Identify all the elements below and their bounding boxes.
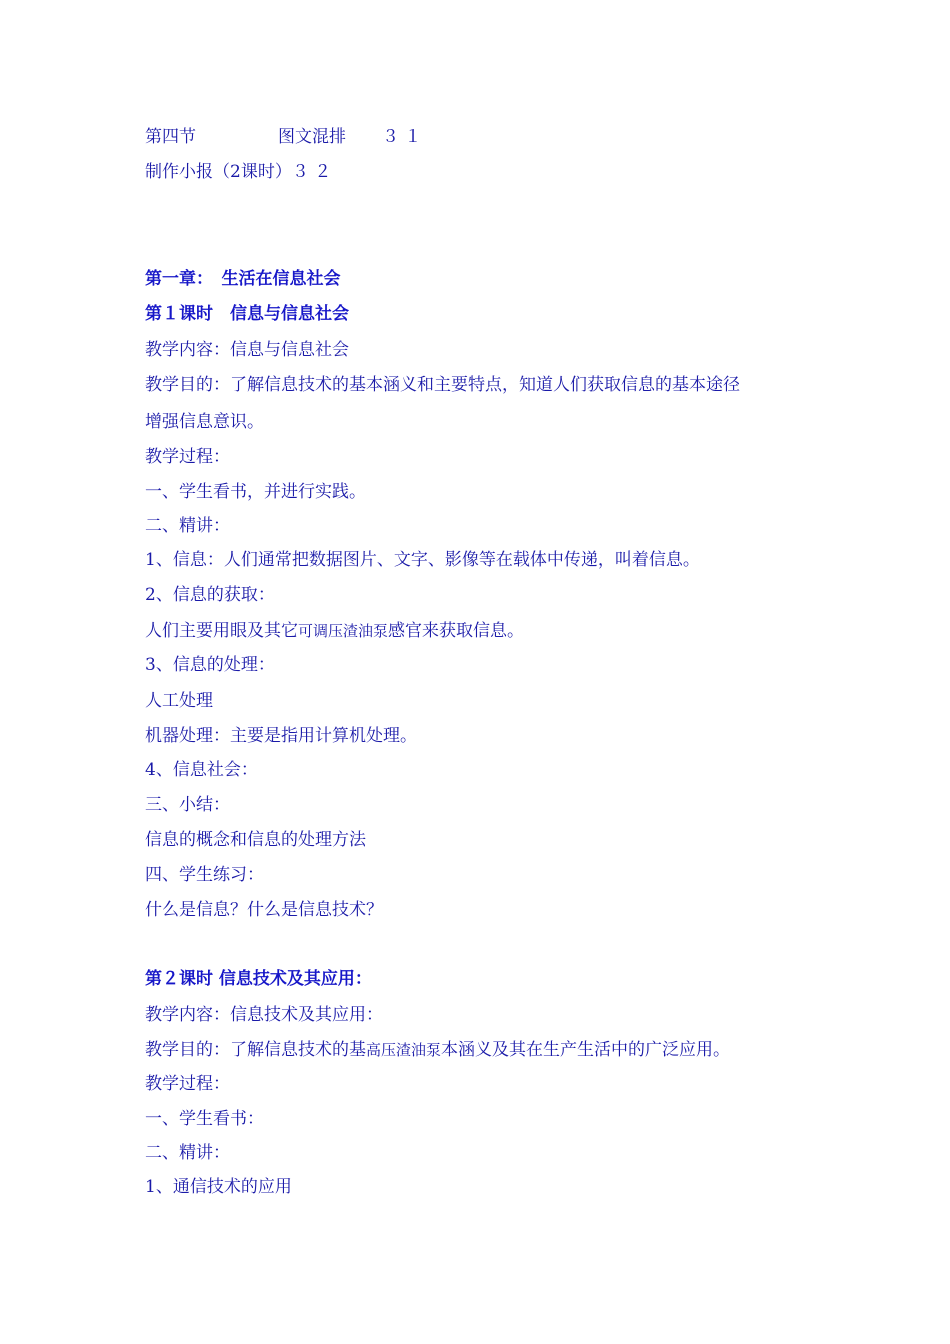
lesson-1-line: 4、信息社会：	[145, 760, 258, 780]
chapter-heading: 第一章： 生活在信息社会	[145, 269, 341, 289]
toc-section: 第四节	[145, 127, 196, 147]
toc-row-1	[145, 126, 422, 148]
line-text: 本涵义及其在生产生活中的广泛应用。	[441, 1040, 731, 1060]
lesson-1-heading: 第１课时 信息与信息社会	[145, 304, 349, 324]
lesson-2-line: 一、学生看书：	[145, 1109, 264, 1129]
lesson-1-line: 教学内容：信息与信息社会	[145, 340, 349, 360]
toc-title: 图文混排	[278, 127, 346, 147]
lesson-2-line: 1、通信技术的应用	[145, 1177, 292, 1197]
lesson-2-heading: 第２课时 信息技术及其应用：	[145, 969, 372, 989]
lesson-1-line: 二、精讲：	[145, 516, 230, 536]
lesson-2-line: 二、精讲：	[145, 1143, 230, 1163]
lesson-1-line: 什么是信息？什么是信息技术？	[145, 900, 383, 920]
lesson-1-line: 3、信息的处理：	[145, 655, 275, 675]
inserted-text: 可调压渣油泵	[298, 622, 389, 640]
lesson-2-line: 教学过程：	[145, 1074, 230, 1094]
lesson-1-line: 一、学生看书，并进行实践。	[145, 482, 366, 502]
lesson-2-line: 教学内容：信息技术及其应用：	[145, 1005, 383, 1025]
lesson-1-line: 增强信息意识。	[145, 412, 264, 432]
lesson-1-line: 教学目的：了解信息技术的基本涵义和主要特点，知道人们获取信息的基本途径	[145, 375, 740, 395]
lesson-1-line: 2、信息的获取：	[145, 585, 275, 605]
toc-row-2: 制作小报（2课时）３ ２	[145, 162, 332, 182]
line-text: 人们主要用眼及其它	[145, 621, 298, 641]
lesson-1-line: 四、学生练习：	[145, 865, 264, 885]
lesson-1-line: 1、信息：人们通常把数据图片、文字、影像等在载体中传递，叫着信息。	[145, 550, 700, 570]
line-text: 教学目的：了解信息技术的基	[145, 1040, 366, 1060]
lesson-1-line: 教学过程：	[145, 447, 230, 467]
lesson-1-line: 三、小结：	[145, 795, 230, 815]
lesson-1-line	[145, 620, 524, 642]
lesson-2-line	[145, 1039, 730, 1061]
toc-page: ３ １	[382, 127, 422, 147]
lesson-1-line: 机器处理：主要是指用计算机处理。	[145, 726, 417, 746]
lesson-1-line: 人工处理	[145, 691, 213, 711]
line-text: 感官来获取信息。	[388, 621, 525, 641]
inserted-text: 高压渣油泵	[366, 1041, 442, 1059]
lesson-1-line: 信息的概念和信息的处理方法	[145, 830, 366, 850]
